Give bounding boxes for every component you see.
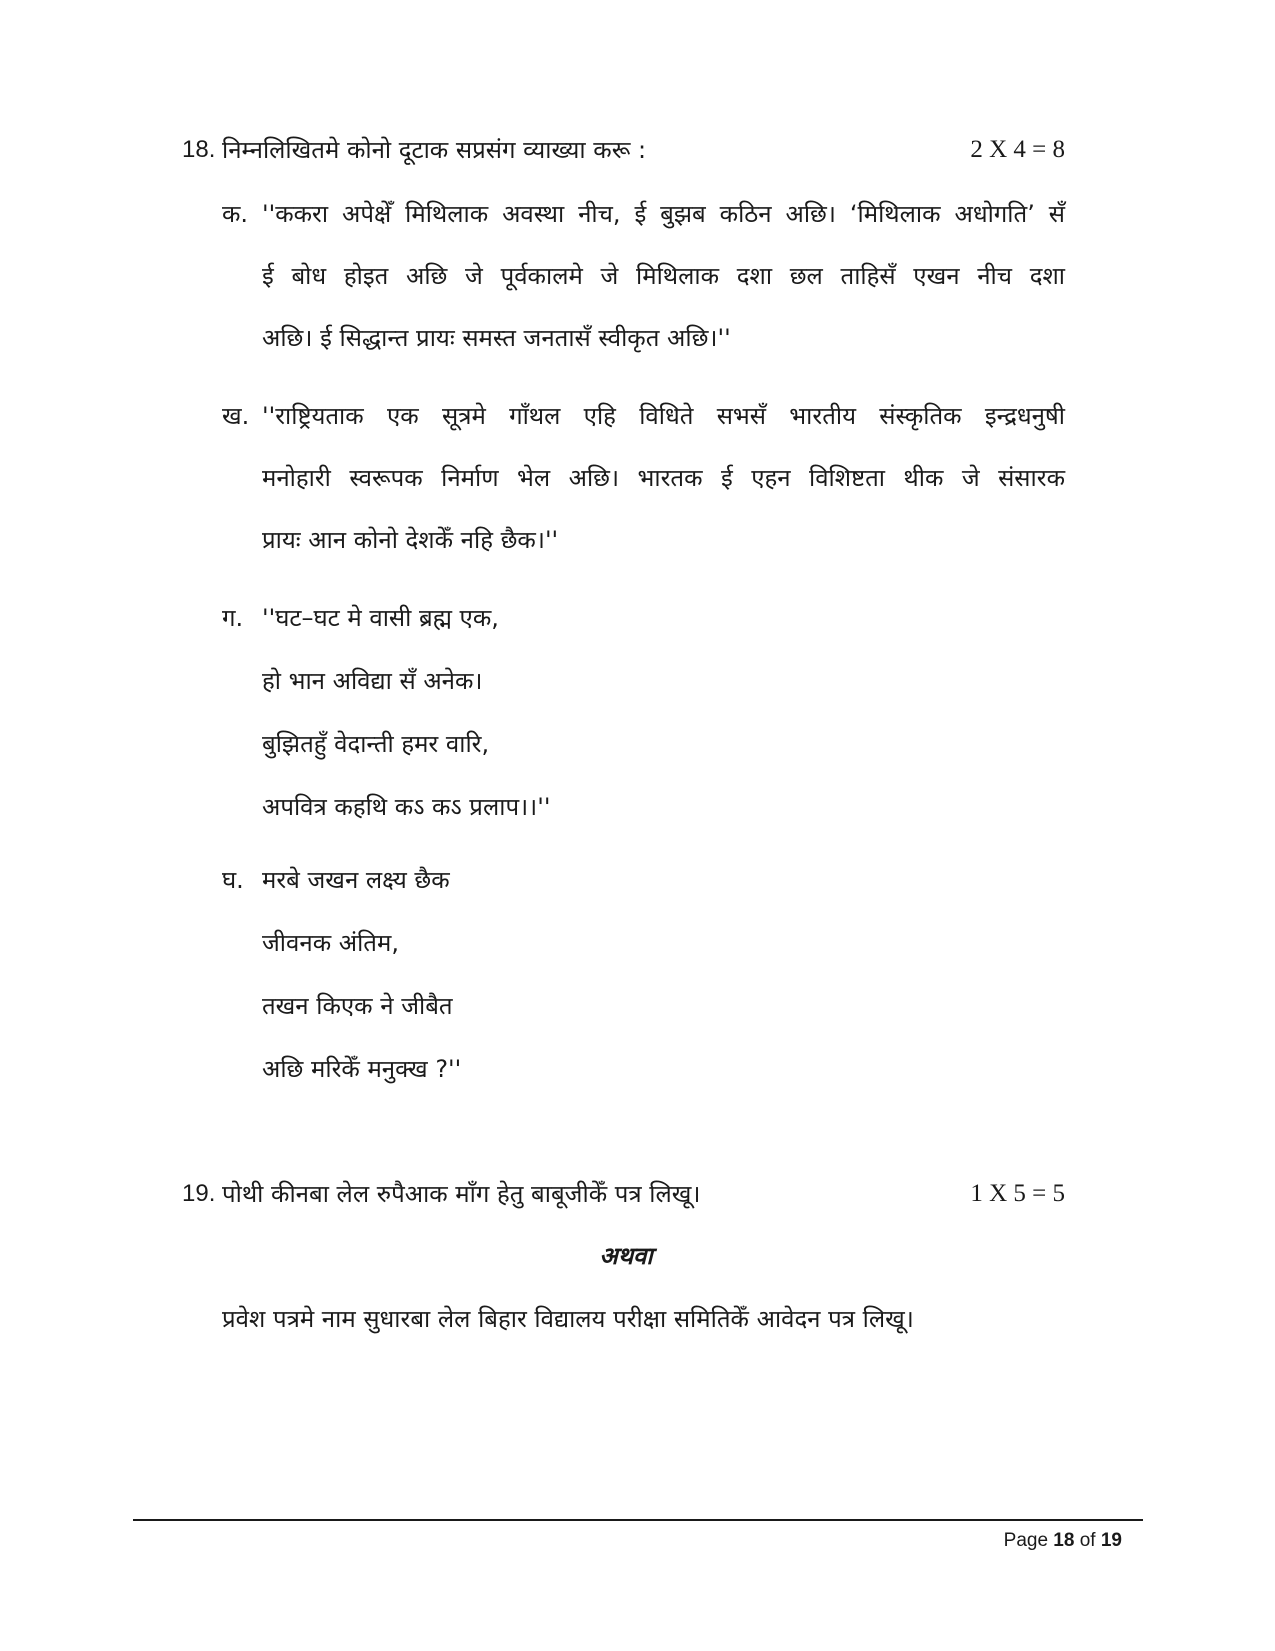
item-gha-line-1: मरबे जखन लक्ष्य छैक xyxy=(262,866,450,894)
question-19-text: पोथी कीनबा लेल रुपैआक माँग हेतु बाबूजीकेँ पत्र लिखू। xyxy=(222,1180,701,1208)
item-ka-line-1: ''ककरा अपेक्षेँ मिथिलाक अवस्था नीच, ई बुझब कठिन अछि। ‘मिथिलाक अधोगति’ सँ xyxy=(262,200,1065,228)
page-total: 19 xyxy=(1100,1530,1122,1551)
item-ga-line-3: बुझितहुँ वेदान्ती हमर वारि, xyxy=(262,730,490,758)
question-19-alternative: प्रवेश पत्रमे नाम सुधारबा लेल बिहार विद्यालय परीक्षा समितिकेँ आवेदन पत्र लिखू। xyxy=(222,1305,914,1333)
question-18-text: निम्नलिखितमे कोनो दूटाक सप्रसंग व्याख्या करू : xyxy=(222,136,647,164)
item-ga-line-1: ''घट–घट मे वासी ब्रह्म एक, xyxy=(262,604,499,632)
page-prefix: Page xyxy=(1003,1530,1049,1551)
question-18-number: 18. xyxy=(182,136,216,163)
item-gha-line-2: जीवनक अंतिम, xyxy=(262,929,399,957)
item-ka-label: क. xyxy=(222,200,249,228)
item-ga-line-4: अपवित्र कहथि कऽ कऽ प्रलाप।।'' xyxy=(262,793,551,821)
question-19-number: 19. xyxy=(182,1180,216,1207)
item-gha-line-3: तखन किएक ने जीबैत xyxy=(262,992,453,1020)
page-of: of xyxy=(1079,1530,1096,1551)
item-ga-label: ग. xyxy=(222,604,244,632)
or-label: अथवा xyxy=(599,1242,653,1270)
page-current: 18 xyxy=(1053,1530,1075,1551)
footer-rule xyxy=(133,1519,1143,1521)
item-kha-line-2: मनोहारी स्वरूपक निर्माण भेल अछि। भारतक ई एहन विशिष्टता थीक जे संसारक xyxy=(262,464,1065,492)
item-kha-label: ख. xyxy=(222,402,250,430)
item-kha-line-3: प्रायः आन कोनो देशकेँ नहि छैक।'' xyxy=(262,526,559,554)
question-19-marks: 1 X 5 = 5 xyxy=(970,1180,1065,1207)
item-ka-line-2: ई बोध होइत अछि जे पूर्वकालमे जे मिथिलाक दशा छल ताहिसँ एखन नीच दशा xyxy=(262,262,1065,290)
item-gha-line-4: अछि मरिकेँ मनुक्ख ?'' xyxy=(262,1055,462,1083)
item-gha-label: घ. xyxy=(222,866,244,894)
question-18-marks: 2 X 4 = 8 xyxy=(970,136,1065,163)
page-number xyxy=(1004,1530,1122,1552)
item-ga-line-2: हो भान अविद्या सँ अनेक। xyxy=(262,667,483,695)
item-kha-line-1: ''राष्ट्रियताक एक सूत्रमे गाँथल एहि विधिते सभसँ भारतीय संस्कृतिक इन्द्रधनुषी xyxy=(262,402,1065,430)
item-ka-line-3: अछि। ई सिद्धान्त प्रायः समस्त जनतासँ स्वीकृत अछि।'' xyxy=(262,324,731,352)
